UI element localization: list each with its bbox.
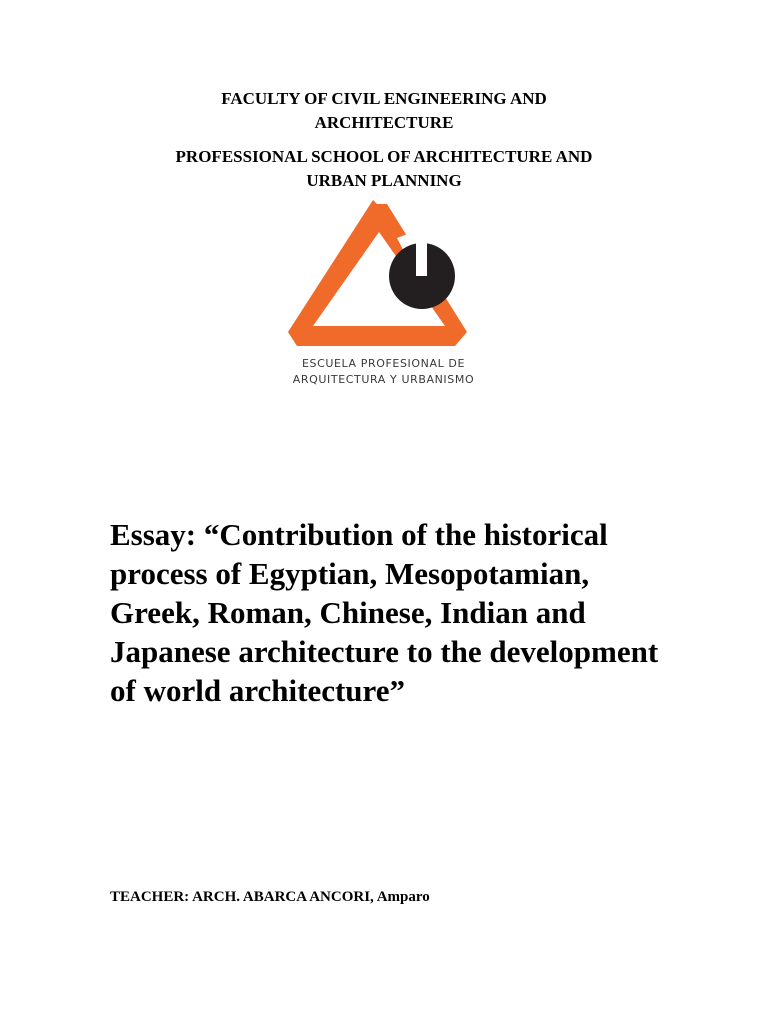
- school-heading-line1: PROFESSIONAL SCHOOL OF ARCHITECTURE AND: [175, 147, 593, 166]
- school-heading-line2: URBAN PLANNING: [306, 171, 462, 190]
- logo-text-line1: ESCUELA PROFESIONAL DE: [301, 357, 466, 370]
- faculty-heading: [100, 87, 668, 135]
- teacher-line: TEACHER: ARCH. ABARCA ANCORI, Amparo: [110, 889, 430, 905]
- essay-title: Essay: “Contribution of the historical process of Egyptian, Mesopotamian, Greek, Roman, Chinese, Indian and Japanese architecture to the development of world architecture”: [110, 517, 659, 708]
- logo-circle-notch: [416, 240, 427, 276]
- logo-text-line2: ARQUITECTURA Y URBANISMO: [292, 373, 475, 386]
- faculty-heading-line1: FACULTY OF CIVIL ENGINEERING AND: [221, 89, 547, 108]
- school-logo: [285, 200, 482, 392]
- faculty-heading-line2: ARCHITECTURE: [314, 113, 454, 132]
- school-heading: [100, 145, 668, 193]
- logo-emblem-icon: [285, 200, 482, 355]
